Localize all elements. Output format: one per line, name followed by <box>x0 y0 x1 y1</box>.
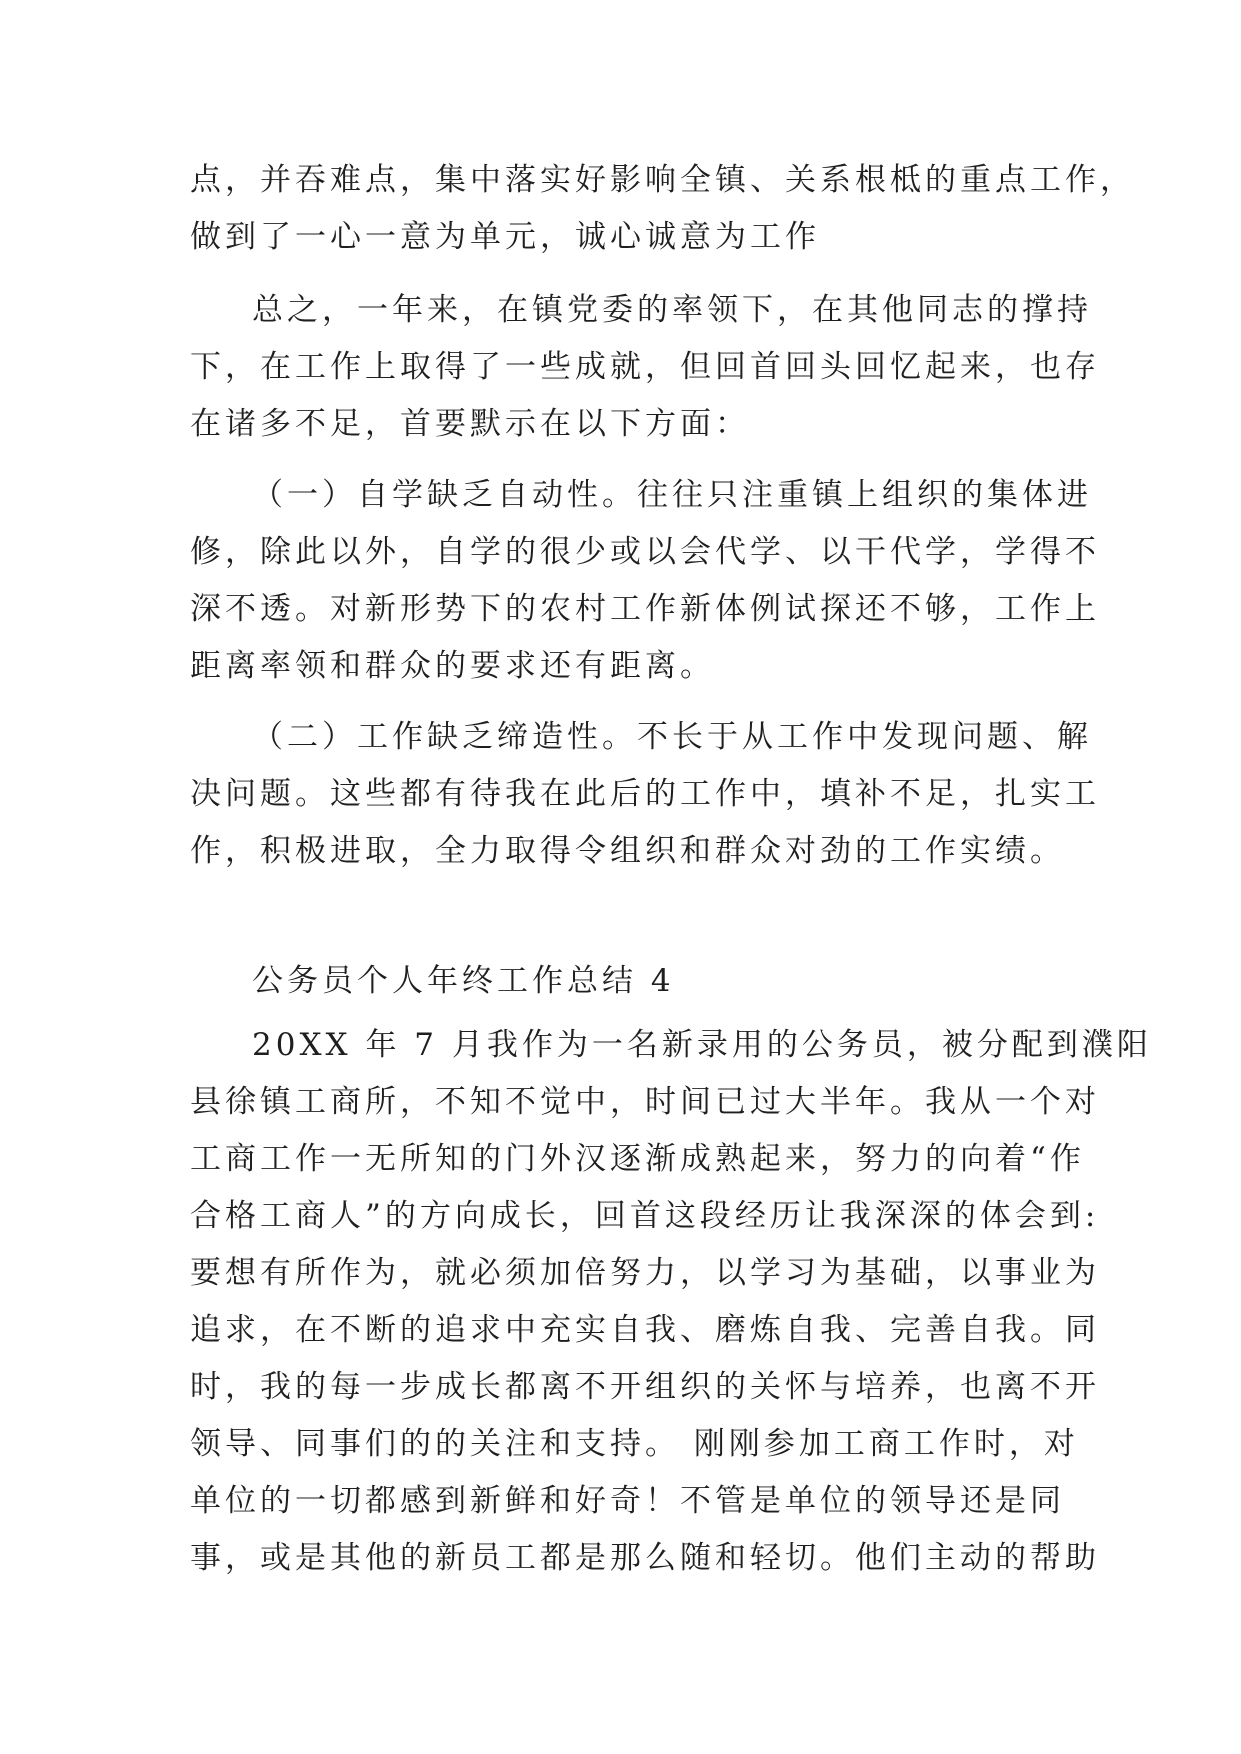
text-line: 追求，在不断的追求中充实自我、磨炼自我、完善自我。同 <box>190 1312 1100 1348</box>
text-line: 20XX 年 7 月我作为一名新录用的公务员，被分配到濮阳 <box>252 1027 1152 1063</box>
text-line: （一）自学缺乏自动性。往往只注重镇上组织的集体进 <box>252 477 1092 513</box>
text-line: 决问题。这些都有待我在此后的工作中，填补不足，扎实工 <box>190 776 1100 812</box>
text-line: 要想有所作为，就必须加倍努力，以学习为基础，以事业为 <box>190 1255 1100 1291</box>
text-line: （二）工作缺乏缔造性。不长于从工作中发现问题、解 <box>252 719 1092 755</box>
text-line: 在诸多不足，首要默示在以下方面： <box>190 406 750 442</box>
text-line: 县徐镇工商所，不知不觉中，时间已过大半年。我从一个对 <box>190 1084 1100 1120</box>
text-line: 下，在工作上取得了一些成就，但回首回头回忆起来，也存 <box>190 349 1100 385</box>
text-line: 做到了一心一意为单元，诚心诚意为工作 <box>190 219 820 255</box>
text-line: 合格工商人”的方向成长，回首这段经历让我深深的体会到: <box>190 1198 1100 1234</box>
text-line: 领导、同事们的的关注和支持。 刚刚参加工商工作时，对 <box>190 1426 1079 1462</box>
text-line: 深不透。对新形势下的农村工作新体例试探还不够，工作上 <box>190 591 1100 627</box>
text-line: 作，积极进取，全力取得令组织和群众对劲的工作实绩。 <box>190 833 1065 869</box>
text-line: 工商工作一无所知的门外汉逐渐成熟起来，努力的向着“作 <box>190 1141 1085 1177</box>
text-line: 总之，一年来，在镇党委的率领下，在其他同志的撑持 <box>252 292 1092 328</box>
text-line: 点，并吞难点，集中落实好影响全镇、关系根柢的重点工作， <box>190 162 1135 198</box>
text-line: 修，除此以外，自学的很少或以会代学、以干代学，学得不 <box>190 534 1100 570</box>
section-heading: 公务员个人年终工作总结 4 <box>252 963 675 999</box>
text-line: 事，或是其他的新员工都是那么随和轻切。他们主动的帮助 <box>190 1540 1100 1576</box>
text-line: 距离率领和群众的要求还有距离。 <box>190 648 715 684</box>
text-line: 单位的一切都感到新鲜和好奇！不管是单位的领导还是同 <box>190 1483 1065 1519</box>
text-line: 时，我的每一步成长都离不开组织的关怀与培养，也离不开 <box>190 1369 1100 1405</box>
